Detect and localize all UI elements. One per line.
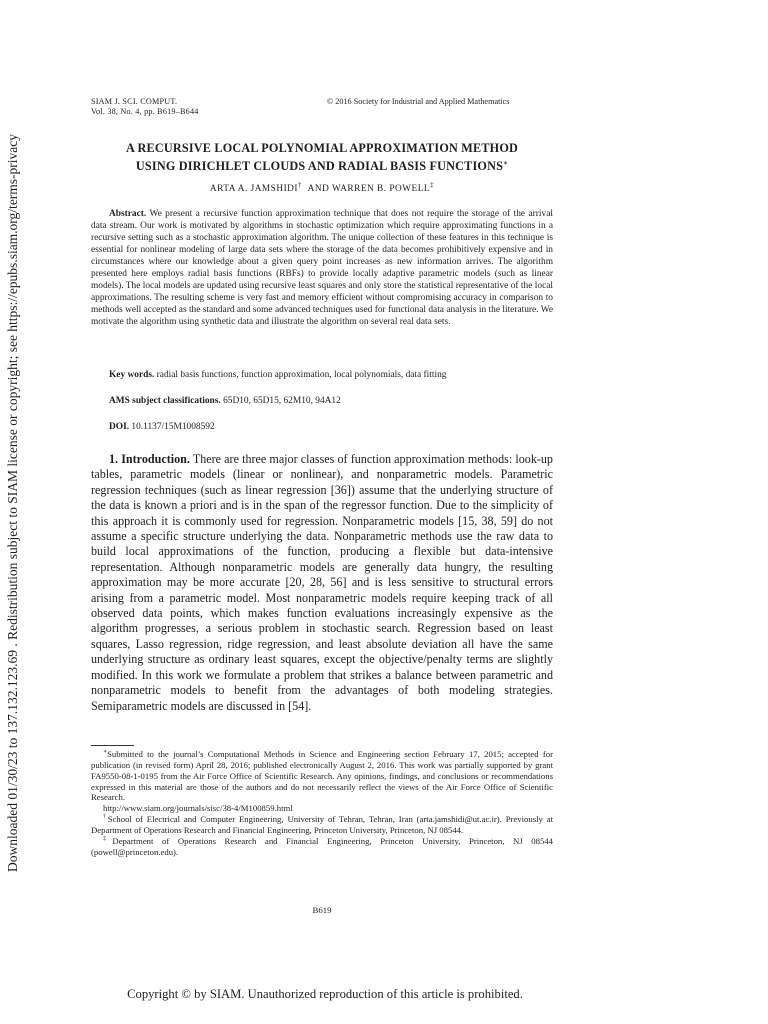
journal-header bbox=[91, 97, 199, 116]
footnote-3-text: Department of Operations Research and Financial Engineering, Princeton University, Princeton, NJ 08544 (powell@princeton.edu). bbox=[91, 835, 553, 857]
title-line-1: A RECURSIVE LOCAL POLYNOMIAL APPROXIMATION METHOD bbox=[125, 141, 519, 155]
author-2-mark: ‡ bbox=[430, 181, 435, 189]
footnote-2-text: School of Electrical and Computer Engineering, University of Tehran, Tehran, Iran (arta.jamshidi@ut.ac.ir). Previously at Department of Operations Research and Financial Engineering, Princeton University, Princeton, NJ 08544. bbox=[91, 814, 554, 835]
copyright-notice: Copyright © by SIAM. Unauthorized reproduction of this article is prohibited. bbox=[127, 987, 523, 1001]
doi bbox=[109, 421, 215, 433]
footnote-3-mark: ‡ bbox=[103, 835, 113, 842]
footnote-2-mark: † bbox=[103, 814, 108, 821]
abstract-text: We present a recursive function approximation technique that does not require the storage of the arrival data stream. Our work is motivated by algorithms in stochastic optimization which require approximating functions in a recursive setting such as a stochastic approximation algorithm. The unique collection of these features in this technique is essential for nonlinear modeling of large data sets where the storage of the data becomes prohibitively expensive and in circumstances where our knowledge about a given query point increases as new information arrives. The algorithm presented here employs radial basis functions (RBFs) to provide locally adaptive parametric models (such as linear models). The local models are updated using recursive least squares and only store the statistical representative of the local approximations. The resulting scheme is very fast and memory efficient without compromising accuracy in comparison to methods well accepted as the standard and some advanced techniques used for functional data analysis in the literature. We motivate the algorithm using synthetic data and illustrate the algorithm on several real data sets. bbox=[91, 209, 553, 328]
intro-text: There are three major classes of function approximation methods: look-up tables, parametric models (linear or nonlinear), and nonparametric models. Parametric regression techniques (such as linear regression [36]) assume that the underlying structure of the data is known a priori and is in the span of the regressor function. Due to the simplicity of this approach it is commonly used for regression. Nonparametric models [15, 38, 59] do not assume a specific structure underlying the data. Nonparametric methods use the raw data to build local approximations of the function, producing a flexible but data-intensive representation. Although nonparametric models are generally data hungry, the resulting approximation may be more accurate [20, 28, 56] and is less sensitive to structural errors arising from a parametric model. Most nonparametric models require keeping track of all observed data points, which makes function evaluations increasingly expensive as the algorithm progresses, a serious problem in stochastic search. Regression based on least squares, Lasso regression, ridge regression, and least absolute deviation all have the same underlying structure as ordinary least squares, except the objective/penalty terms are slightly modified. In this work we formulate a problem that strikes a balance between parametric and nonparametric models to benefit from the advantages of both modeling strategies. Semiparametric models are discussed in [54]. bbox=[91, 452, 553, 713]
paper-title bbox=[91, 141, 553, 173]
author-powell: WARREN B. POWELL bbox=[331, 184, 431, 195]
doi-label: DOI. bbox=[109, 422, 130, 432]
footnote-1-text: Submitted to the journal’s Computational Methods in Science and Engineering section February 17, 2015; accepted for publication (in revised form) April 28, 2016; published electronically August 2, 2016. This work was partially supported by grant FA9550-08-1-0195 from the Air Force Office of Scientific Research. Any opinions, findings, and conclusions or recommendations expressed in this material are those of the authors and do not necessarily reflect the views of the Air Force Office of Scientific Research. bbox=[91, 749, 553, 803]
ams-label: AMS subject classifications. bbox=[109, 396, 221, 406]
abstract bbox=[91, 208, 553, 328]
footnote-3 bbox=[91, 836, 553, 858]
page-number: B619 bbox=[312, 905, 332, 915]
footnote-2 bbox=[91, 814, 553, 836]
author-conjunction: AND bbox=[307, 184, 330, 195]
keywords-text: radial basis functions, function approximation, local polynomials, data fitting bbox=[156, 370, 447, 380]
footnote-1 bbox=[91, 749, 553, 803]
society-copyright: © 2016 Society for Industrial and Applied Mathematics bbox=[327, 97, 510, 106]
author-list bbox=[91, 181, 553, 194]
keywords bbox=[109, 369, 446, 381]
footnote-url bbox=[91, 803, 553, 814]
author-jamshidi: ARTA A. JAMSHIDI bbox=[209, 184, 298, 195]
ams-text: 65D10, 65D15, 62M10, 94A12 bbox=[223, 396, 341, 406]
author-1-mark: † bbox=[297, 181, 302, 189]
footnote-url-text[interactable]: http://www.siam.org/journals/sisc/38-4/M100859.html bbox=[103, 803, 293, 814]
footnote-1-mark: ∗ bbox=[103, 749, 108, 756]
title-line-2 bbox=[91, 156, 553, 174]
title-line-2-text: USING DIRICHLET CLOUDS AND RADIAL BASIS FUNCTIONS bbox=[135, 158, 504, 173]
title-footnote-mark: ∗ bbox=[503, 158, 509, 167]
ams-classifications bbox=[109, 395, 341, 407]
abstract-heading: Abstract. bbox=[109, 209, 147, 219]
download-banner: Downloaded 01/30/23 to 137.132.123.69 . Redistribution subject to SIAM license or copyright; see https://epubs.siam.org/terms-privacy bbox=[5, 133, 20, 872]
doi-text: 10.1137/15M1008592 bbox=[131, 422, 215, 432]
keywords-label: Key words. bbox=[109, 370, 155, 380]
footnotes bbox=[91, 749, 553, 857]
journal-name: SIAM J. SCI. COMPUT. bbox=[91, 97, 178, 106]
footnote-divider bbox=[91, 745, 134, 746]
journal-volume: Vol. 38, No. 4, pp. B619–B644 bbox=[91, 106, 199, 116]
introduction-section bbox=[91, 452, 553, 714]
intro-heading: 1. Introduction. bbox=[109, 452, 190, 466]
